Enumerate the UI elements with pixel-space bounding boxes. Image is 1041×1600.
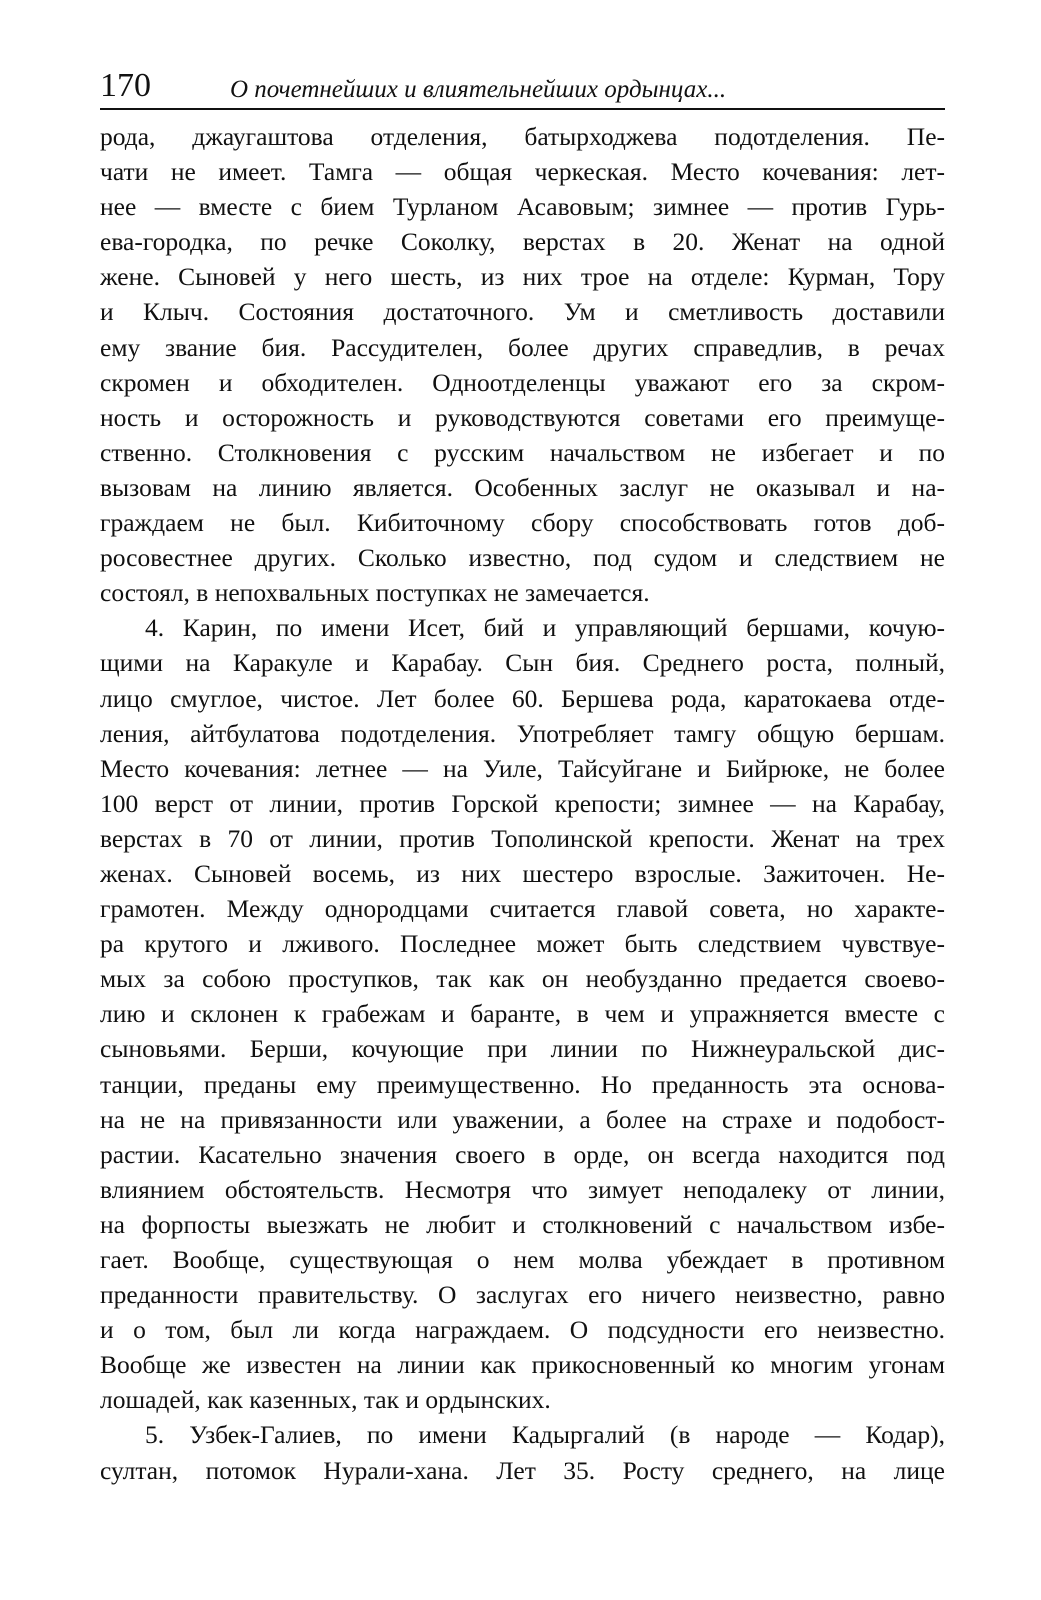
text-line: и о том, был ли когда награждаем. О подсудности его неизвестно. — [100, 1315, 945, 1345]
text-line: росовестнее других. Сколько известно, под судом и следствием не — [100, 543, 945, 573]
running-title: О почетнейших и влиятельнейших ордынцах... — [230, 76, 727, 103]
text-line: состоял, в непохвальных поступках не замечается. — [100, 578, 650, 608]
text-line: на не на привязанности или уважении, а более на страхе и подобост- — [100, 1104, 945, 1134]
text-line: гает. Вообще, существующая о нем молва убеждает в противном — [100, 1245, 945, 1274]
text-line: растии. Касательно значения своего в орде, он всегда находится под — [100, 1139, 945, 1169]
text-line: 4. Карин, по имени Исет, бий и управляющий бершами, кочую- — [145, 613, 945, 643]
text-line: на форпосты выезжать не любит и столкновений с начальством избе- — [100, 1209, 945, 1239]
text-line: грамотен. Между однородцами считается главой совета, но характе- — [100, 894, 945, 924]
text-line: и Клыч. Состояния достаточного. Ум и сметливость доставили — [100, 297, 945, 327]
text-line: 100 верст от линии, против Горской крепости; зимнее — на Карабау, — [100, 788, 945, 818]
body-text — [100, 119, 945, 1488]
text-line: женах. Сыновей восемь, из них шестеро взрослые. Зажиточен. Не- — [100, 858, 945, 888]
text-line: 5. Узбек-Галиев, по имени Кадыргалий (в народе — Кодар), — [145, 1420, 945, 1450]
text-line: ра крутого и лживого. Последнее может быть следствием чувствуе- — [100, 929, 945, 959]
text-line: ева-городка, по речке Соколку, верстах в 20. Женат на одной — [100, 227, 945, 257]
text-line: чати не имеет. Тамга — общая черкеская. Место кочевания: лет- — [100, 157, 945, 187]
text-line: лошадей, как казенных, так и ордынских. — [100, 1385, 551, 1415]
page-number: 170 — [100, 67, 151, 104]
text-line: влиянием обстоятельств. Несмотря что зимует неподалеку от линии, — [100, 1174, 945, 1204]
text-line: вызовам на линию является. Особенных заслуг не оказывал и на- — [100, 472, 945, 502]
text-line: ность и осторожность и руководствуются советами его преимуще- — [100, 402, 945, 432]
text-line: верстах в 70 от линии, против Тополинской крепости. Женат на трех — [100, 823, 945, 853]
text-line: лию и склонен к грабежам и баранте, в чем и упражняется вместе с — [100, 999, 945, 1029]
text-line: жене. Сыновей у него шесть, из них трое на отделе: Курман, Тору — [100, 262, 945, 292]
text-line: сыновьями. Берши, кочующие при линии по Нижнеуральской дис- — [100, 1034, 945, 1064]
text-line: Вообще же известен на линии как прикосновенный ко многим угонам — [100, 1350, 945, 1380]
text-line: преданности правительству. О заслугах его ничего неизвестно, равно — [100, 1280, 945, 1310]
text-line: мых за собою проступков, так как он необузданно предается своево- — [100, 964, 945, 994]
text-line: лицо смуглое, чистое. Лет более 60. Бершева рода, каратокаева отде- — [100, 683, 945, 713]
text-line: скромен и обходителен. Одноотделенцы уважают его за скром- — [100, 367, 945, 397]
text-line: ему звание бия. Рассудителен, более других справедлив, в речах — [100, 332, 945, 362]
text-line: Место кочевания: летнее — на Уиле, Тайсуйгане и Бийрюке, не более — [100, 753, 945, 783]
page-header — [100, 62, 945, 110]
text-line: рода, джаугаштова отделения, батырходжева подотделения. Пе- — [100, 122, 945, 151]
text-line: султан, потомок Нурали-хана. Лет 35. Росту среднего, на лице — [100, 1455, 945, 1485]
text-line: танции, преданы ему преимущественно. Но преданность эта основа- — [100, 1069, 945, 1099]
text-line: нее — вместе с бием Турланом Асавовым; зимнее — против Гурь- — [100, 192, 945, 222]
text-line: ления, айтбулатова подотделения. Употребляет тамгу общую бершам. — [100, 718, 945, 748]
text-line: ственно. Столкновения с русским начальством не избегает и по — [100, 437, 945, 467]
text-line: щими на Каракуле и Карабау. Сын бия. Среднего роста, полный, — [100, 648, 945, 678]
text-line: граждаем не был. Кибиточному сбору способствовать готов доб- — [100, 508, 945, 538]
